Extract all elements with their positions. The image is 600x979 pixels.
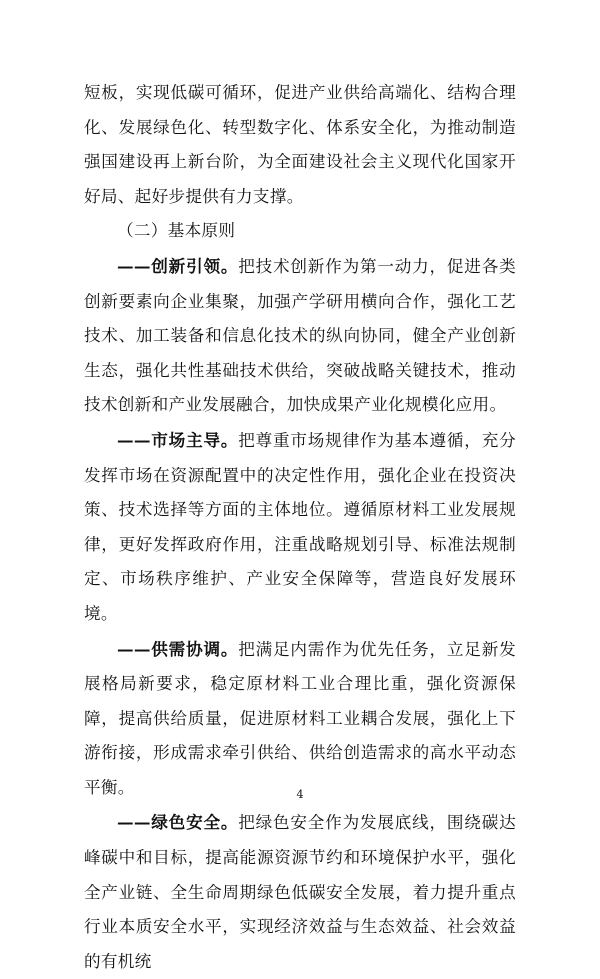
- principle-paragraph: [84, 632, 516, 806]
- principle-title: ——创新引领。: [117, 255, 239, 276]
- principle-title: ——供需协调。: [117, 638, 239, 659]
- principle-text: 把满足内需作为优先任务，立足新发展格局新要求，稳定原材料工业合理比重，强化资源保障，提高供给质量，促进原材料工业耦合发展，强化上下游衔接，形成需求牵引供给、供给创造需求的高水平动态平衡。: [84, 639, 516, 797]
- principle-text: 把尊重市场规律作为基本遵循，充分发挥市场在资源配置中的决定性作用，强化企业在投资决策、技术选择等方面的主体地位。遵循原材料工业发展规律，更好发挥政府作用，注重战略规划引导、标准法规制定、市场秩序维护、产业安全保障等，营造良好发展环境。: [84, 430, 516, 623]
- principle-paragraph: [84, 805, 516, 979]
- document-body: [84, 76, 516, 979]
- principle-text: 把技术创新作为第一动力，促进各类创新要素向企业集聚，加强产学研用横向合作，强化工艺技术、加工装备和信息化技术的纵向协同，健全产业创新生态，强化共性基础技术供给，突破战略关键技术，推动技术创新和产业发展融合，加快成果产业化规模化应用。: [84, 256, 516, 415]
- section-heading: （二）基本原则: [117, 221, 236, 241]
- page-number: 4: [296, 788, 304, 801]
- principle-title: ——市场主导。: [117, 429, 239, 450]
- principle-text: 把绿色安全作为发展底线，围绕碳达峰碳中和目标，提高能源资源节约和环境保护水平，强化全产业链、全生命周期绿色低碳安全发展，着力提升重点行业本质安全水平，实现经济效益与生态效益、社会效益的有机统: [84, 813, 516, 971]
- principle-paragraph: [84, 249, 516, 423]
- principle-paragraph: [84, 423, 516, 632]
- principle-title: ——绿色安全。: [117, 812, 239, 833]
- intro-paragraph: 短板，实现低碳可循环，促进产业供给高端化、结构合理化、发展绿色化、转型数字化、体系安全化，为推动制造强国建设再上新台阶，为全面建设社会主义现代化国家开好局、起好步提供有力支撑。: [84, 83, 516, 206]
